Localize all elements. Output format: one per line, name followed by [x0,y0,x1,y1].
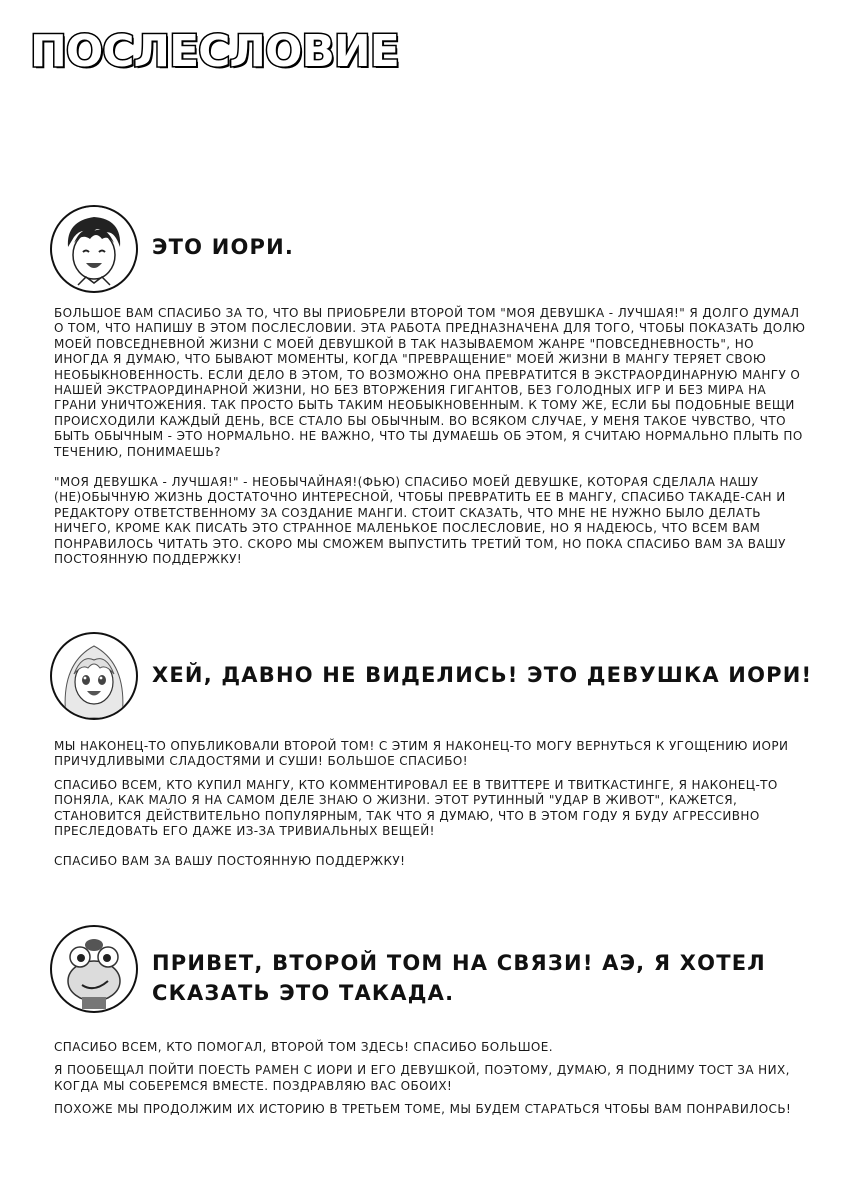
page-title: ПОСЛЕСЛОВИЕ [30,26,399,77]
paragraph: ПОХОЖЕ МЫ ПРОДОЛЖИМ ИХ ИСТОРИЮ В ТРЕТЬЕМ ТОМЕ, МЫ БУДЕМ СТАРАТЬСЯ ЧТОБЫ ВАМ ПОНРАВИЛОСЬ! [54,1102,792,1117]
girl-avatar-icon [50,632,138,720]
boy-avatar-icon [50,205,138,293]
section-heading: ХЕЙ, ДАВНО НЕ ВИДЕЛИСЬ! ЭТО ДЕВУШКА ИОРИ! [152,663,813,687]
paragraph: "МОЯ ДЕВУШКА - ЛУЧШАЯ!" - НЕОБЫЧАЙНАЯ!(ФЬЮ) СПАСИБО МОЕЙ ДЕВУШКЕ, КОТОРАЯ СДЕЛАЛА НАШУ (НЕ)ОБЫЧНУЮ ЖИЗНЬ ДОСТАТОЧНО ИНТЕРЕСНОЙ, ЧТОБЫ ПРЕВРАТИТЬ ЕЕ В МАНГУ, СПАСИБО ТАКАДЕ-САН И РЕДАКТОРУ ОТВЕТСТВЕННОМУ ЗА СОЗДАНИЕ МАНГИ. СТОИТ СКАЗАТЬ, ЧТО МНЕ НЕ НУЖНО БЫЛО ДЕЛАТЬ НИЧЕГО, КРОМЕ КАК ПИСАТЬ ЭТО СТРАННОЕ МАЛЕНЬКОЕ ПОСЛЕСЛОВИЕ, НО Я НАДЕЮСЬ, ЧТО ВСЕМ ВАМ ПОНРАВИЛОСЬ ЧИТАТЬ ЭТО. СКОРО МЫ СМОЖЕМ ВЫПУСТИТЬ ТРЕТИЙ ТОМ, НО ПОКА СПАСИБО ВАМ ЗА ВАШУ ПОСТОЯННУЮ ПОДДЕРЖКУ! [54,475,786,567]
paragraph: МЫ НАКОНЕЦ-ТО ОПУБЛИКОВАЛИ ВТОРОЙ ТОМ! С ЭТИМ Я НАКОНЕЦ-ТО МОГУ ВЕРНУТЬСЯ К УГОЩЕНИЮ ИОРИ ПРИЧУДЛИВЫМИ СЛАДОСТЯМИ И СУШИ! БОЛЬШОЕ СПАСИБО! [54,739,789,769]
paragraph: Я ПООБЕЩАЛ ПОЙТИ ПОЕСТЬ РАМЕН С ИОРИ И ЕГО ДЕВУШКОЙ, ПОЭТОМУ, ДУМАЮ, Я ПОДНИМУ ТОСТ ЗА НИХ, КОГДА МЫ СОБЕРЕМСЯ ВМЕСТЕ. ПОЗДРАВЛЯЮ ВАС ОБОИХ! [54,1063,790,1093]
paragraph: БОЛЬШОЕ ВАМ СПАСИБО ЗА ТО, ЧТО ВЫ ПРИОБРЕЛИ ВТОРОЙ ТОМ "МОЯ ДЕВУШКА - ЛУЧШАЯ!" Я ДОЛГО ДУМАЛ О ТОМ, ЧТО НАПИШУ В ЭТОМ ПОСЛЕСЛОВИИ. ЭТА РАБОТА ПРЕДНАЗНАЧЕНА ДЛЯ ТОГО, ЧТОБЫ ПОКАЗАТЬ ДОЛЮ МОЕЙ ПОВСЕДНЕВНОЙ ЖИЗНИ С МОЕЙ ДЕВУШКОЙ В ТАК НАЗЫВАЕМОМ ЖАНРЕ "ПОВСЕДНЕВНОСТЬ", НО ИНОГДА Я ДУМАЮ, ЧТО БЫВАЮТ МОМЕНТЫ, КОГДА "ПРЕВРАЩЕНИЕ" МОЕЙ ЖИЗНИ В МАНГУ ТЕРЯЕТ СВОЮ НЕОБЫКНОВЕННОСТЬ. ЕСЛИ ДЕЛО В ЭТОМ, ТО ВОЗМОЖНО ОНА ПРЕВРАТИТСЯ В ЭКСТРАОРДИНАРНУЮ МАНГУ О НАШЕЙ ЭКСТРАОРДИНАРНОЙ ЖИЗНИ, НО БЕЗ ВТОРЖЕНИЯ ГИГАНТОВ, БЕЗ ГОЛОДНЫХ ИГР И БЕЗ МИРА НА ГРАНИ УНИЧТОЖЕНИЯ. ТАК ПРОСТО БЫТЬ ТАКИМ НЕОБЫКНОВЕННЫМ. К ТОМУ ЖЕ, ЕСЛИ БЫ ПОДОБНЫЕ ВЕЩИ ПРОИСХОДИЛИ КАЖДЫЙ ДЕНЬ, ВСЕ СТАЛО БЫ ОБЫЧНЫМ. ВО ВСЯКОМ СЛУЧАЕ, У МЕНЯ ТАКОЕ ЧУВСТВО, ЧТО БЫТЬ ОБЫЧНЫМ - ЭТО НОРМАЛЬНО. НЕ ВАЖНО, ЧТО ТЫ ДУМАЕШЬ ОБ ЭТОМ, Я СЧИТАЮ НОРМАЛЬНО ПЛЫТЬ ПО ТЕЧЕНИЮ, ПОНИМАЕШЬ? [54,306,806,459]
paragraph: СПАСИБО ВСЕМ, КТО КУПИЛ МАНГУ, КТО КОММЕНТИРОВАЛ ЕЕ В ТВИТТЕРЕ И ТВИТКАСТИНГЕ, Я НАКОНЕЦ-ТО ПОНЯЛА, КАК МАЛО Я НА САМОМ ДЕЛЕ ЗНАЮ О ЖИЗНИ. ЭТОТ РУТИННЫЙ "УДАР В ЖИВОТ", КАЖЕТСЯ, СТАНОВИТСЯ ДЕЙСТВИТЕЛЬНО ПОПУЛЯРНЫМ, ТАК ЧТО Я ДУМАЮ, ЧТО В ЭТОМ ГОДУ Я БУДУ АГРЕССИВНО ПРЕСЛЕДОВАТЬ ЕГО ДАЖЕ ИЗ-ЗА ТРИВИАЛЬНЫХ ВЕЩЕЙ! [54,777,778,839]
section-body [54,739,806,885]
paragraph: СПАСИБО ВСЕМ, КТО ПОМОГАЛ, ВТОРОЙ ТОМ ЗДЕСЬ! СПАСИБО БОЛЬШОЕ. [54,1040,553,1054]
frog-avatar-icon [50,925,138,1013]
section-body [54,306,806,583]
section-body [54,1040,806,1126]
section-heading: ПРИВЕТ, ВТОРОЙ ТОМ НА СВЯЗИ! АЭ, Я ХОТЕЛ СКАЗАТЬ ЭТО ТАКАДА. [152,951,766,1005]
paragraph: СПАСИБО ВАМ ЗА ВАШУ ПОСТОЯННУЮ ПОДДЕРЖКУ! [54,854,406,869]
section-heading: ЭТО ИОРИ. [152,235,295,259]
